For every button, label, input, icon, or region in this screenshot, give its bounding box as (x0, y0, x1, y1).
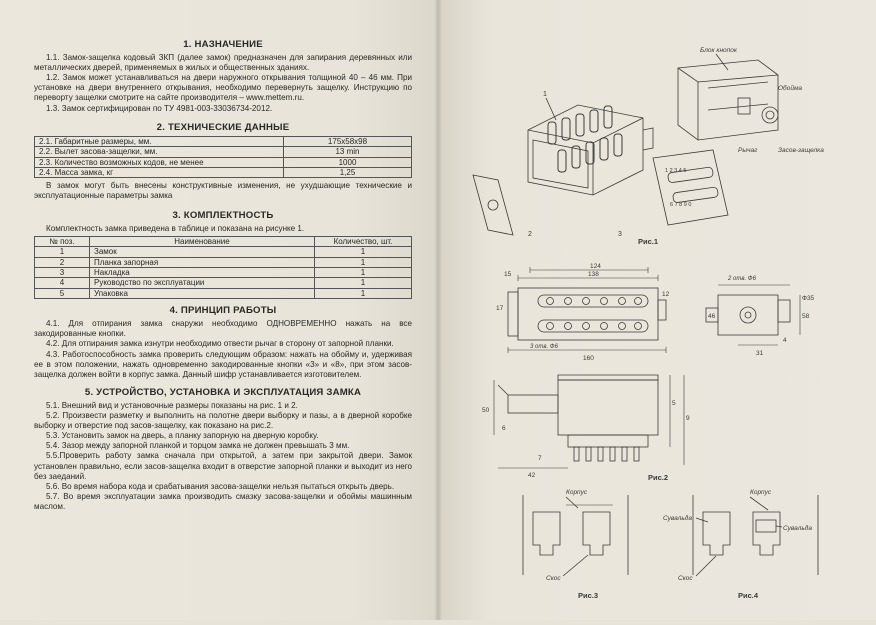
s5-p7: 5.7. Во время эксплуатации замка производить смазку засова-защелки и обоймы машинным маслом. (34, 491, 412, 511)
s5-p5: 5.5.Проверить работу замка сначала при открытой, а затем при закрытой двери. Замок установлен правильно, если засов-защелка входит в отверстие запорной планки и выходит из него без заеданий. (34, 451, 412, 481)
strike-plate-drawing (473, 175, 513, 235)
dim-4: 4 (783, 337, 787, 344)
kit-pos: 5 (35, 288, 90, 298)
kit-name: Замок (90, 247, 315, 257)
side-view (706, 285, 800, 345)
page-fold (434, 0, 442, 620)
tech-name: 2.4. Масса замка, кг (35, 167, 284, 177)
dim-58: 58 (802, 313, 810, 320)
s1-p1: 1.1. Замок-защелка кодовый ЗКП (далее замок) предназначен для запирания деревянных или металлических дверей, применяемых в жилых и общественных зданиях. (34, 53, 412, 73)
section-4-title: 4. ПРИНЦИП РАБОТЫ (169, 305, 277, 317)
figure-3-caption: Рис.3 (578, 591, 599, 600)
kit-qty: 1 (315, 278, 412, 288)
dim-15: 15 (504, 271, 512, 278)
s1-p2: 1.2. Замок может устанавливаться на двери наружного открывания толщиной 40 – 46 мм. При установке на двери внутреннего открывания, необходимо перевернуть защелку. Инструкцию по переворту защелки смотрите на сайте производителя – www.mettem.ru. (34, 73, 412, 103)
fig4-label-skos: Скос (678, 575, 693, 582)
tech-name: 2.3. Количество возможных кодов, не менее (35, 157, 284, 167)
front-view (508, 267, 666, 353)
technical-drawings (438, 0, 876, 620)
figure-1-caption: Рис.1 (638, 237, 659, 246)
label-pos-3: 3 (618, 231, 622, 238)
s4-p1: 4.1. Для отпирания замка снаружи необходимо ОДНОВРЕМЕННО нажать на все закодированные кнопки. (34, 319, 412, 339)
tech-value: 1000 (284, 157, 412, 167)
dim-31: 31 (756, 350, 764, 357)
s4-p2: 4.2. Для отпирания замка изнутри необходимо отвести рычаг в сторону от запорной планки. (46, 339, 394, 349)
tech-value: 13 min (284, 147, 412, 157)
dim-42: 42 (528, 472, 536, 479)
kit-qty: 1 (315, 257, 412, 267)
label-pos-2: 2 (528, 231, 532, 238)
tech-data-table (34, 136, 412, 179)
s5-p4: 5.4. Зазор между запорной планкой и торцом замка не должен превышать 3 мм. (46, 441, 350, 451)
table-row (35, 288, 412, 298)
dim-12: 12 (662, 291, 670, 298)
label-lever: Рычаг (738, 147, 758, 154)
dim-17: 17 (496, 305, 504, 312)
table-row (35, 278, 412, 288)
s5-p6: 5.6. Во время набора кода и срабатывания засова-защелки нельзя пытаться открыть дверь. (46, 481, 395, 491)
lock-block-drawing (678, 60, 778, 140)
dim-6: 6 (502, 425, 506, 432)
s3-intro: Комплектность замка приведена в таблице и показана на рисунке 1. (46, 223, 305, 233)
tech-value: 1,25 (284, 167, 412, 177)
fig4-label-suvalda-2: Сувальда (783, 525, 812, 532)
kit-pos: 1 (35, 247, 90, 257)
figure-2-dimensions (482, 263, 815, 482)
text-column (34, 40, 412, 512)
kit-pos: 2 (35, 257, 90, 267)
kit-name: Накладка (90, 267, 315, 277)
dim-3-holes: 3 отв. Ф6 (530, 344, 558, 350)
dim-124: 124 (590, 263, 601, 270)
kit-name: Упаковка (90, 288, 315, 298)
figure-2-caption: Рис.2 (648, 473, 669, 482)
section-view (494, 375, 684, 468)
s5-p3: 5.3. Установить замок на дверь, а планку запорную на дверную коробку. (46, 431, 319, 441)
label-button-block: Блок кнопок (700, 47, 737, 54)
dim-2-holes: 2 отв. Ф6 (728, 276, 756, 282)
digits-row-1: 1 2 3 4 5 (665, 168, 687, 174)
kit-qty: 1 (315, 288, 412, 298)
kit-name: Руководство по эксплуатации (90, 278, 315, 288)
kit-qty: 1 (315, 247, 412, 257)
cover-plate-drawing (653, 150, 728, 225)
kit-pos: 4 (35, 278, 90, 288)
s2-note: В замок могут быть внесены конструктивные изменения, не ухудшающие технические и эксплуатационные параметры замка (34, 181, 412, 201)
right-page (438, 0, 876, 620)
tech-value: 175x58x98 (284, 136, 412, 146)
fig3-label-korpus: Корпус (566, 489, 588, 496)
tech-name: 2.2. Вылет засова-защелки, мм. (35, 147, 284, 157)
s4-p3: 4.3. Работоспособность замка проверить следующим образом: нажать на обойму и, удерживая ее в этом положении, нажать одновременно закодированные кнопки «3» и «8», при этом засов-защелка должен войти в корпус замка. Данный шифр устанавливается изготовителем. (34, 349, 412, 379)
dim-9: 9 (686, 415, 690, 422)
col-header-pos: № поз. (35, 236, 90, 246)
kit-name: Планка запорная (90, 257, 315, 267)
label-bolt: Засов-защелка (778, 147, 824, 154)
digits-row-2: 6 7 8 9 0 (670, 202, 692, 208)
table-row (35, 157, 412, 167)
tech-name: 2.1. Габаритные размеры, мм. (35, 136, 284, 146)
section-3-title: 3. КОМПЛЕКТНОСТЬ (172, 209, 274, 221)
fig3-label-skos: Скос (546, 575, 561, 582)
s5-p1: 5.1. Внешний вид и установочные размеры показаны на рис. 1 и 2. (46, 400, 298, 410)
fig4-label-suvalda-1: Сувальда (663, 515, 692, 522)
table-row (35, 167, 412, 177)
dim-50: 50 (482, 407, 490, 414)
kit-qty: 1 (315, 267, 412, 277)
table-row (35, 247, 412, 257)
dim-5: 5 (672, 400, 676, 407)
table-header-row (35, 236, 412, 246)
dim-138: 138 (588, 271, 599, 278)
table-row (35, 257, 412, 267)
s1-p3: 1.3. Замок сертифицирован по ТУ 4981-003-33036734-2012. (46, 103, 273, 113)
dim-7: 7 (538, 455, 542, 462)
section-2-title: 2. ТЕХНИЧЕСКИЕ ДАННЫЕ (156, 121, 290, 133)
dim-160: 160 (583, 355, 594, 362)
figure-4-lever-section (663, 489, 818, 600)
table-row (35, 267, 412, 277)
fig4-label-korpus: Корпус (750, 489, 772, 496)
col-header-qty: Количество, шт. (315, 236, 412, 246)
section-1-title: 1. НАЗНАЧЕНИЕ (183, 39, 263, 50)
figure-3-bolt-section (523, 489, 628, 600)
left-page (0, 0, 438, 620)
table-row (35, 136, 412, 146)
section-5-title: 5. УСТРОЙСТВО, УСТАНОВКА И ЭКСПЛУАТАЦИЯ ЗАМКА (84, 386, 362, 398)
label-pos-1: 1 (543, 91, 547, 98)
kit-table (34, 236, 412, 299)
s5-p2: 5.2. Произвести разметку и выполнить на полотне двери выборку и пазы, а в дверной коробке выборку и отверстие под засов-защелку, как показано на рис.2. (34, 411, 412, 431)
table-row (35, 147, 412, 157)
kit-pos: 3 (35, 267, 90, 277)
figure-1-exploded-view (473, 47, 824, 246)
figure-4-caption: Рис.4 (738, 591, 759, 600)
col-header-name: Наименование (90, 236, 315, 246)
label-oboima: Обойма (778, 85, 803, 92)
dim-d35: Ф35 (802, 295, 815, 302)
dim-46: 46 (708, 313, 716, 320)
lock-body-drawing (528, 105, 653, 195)
